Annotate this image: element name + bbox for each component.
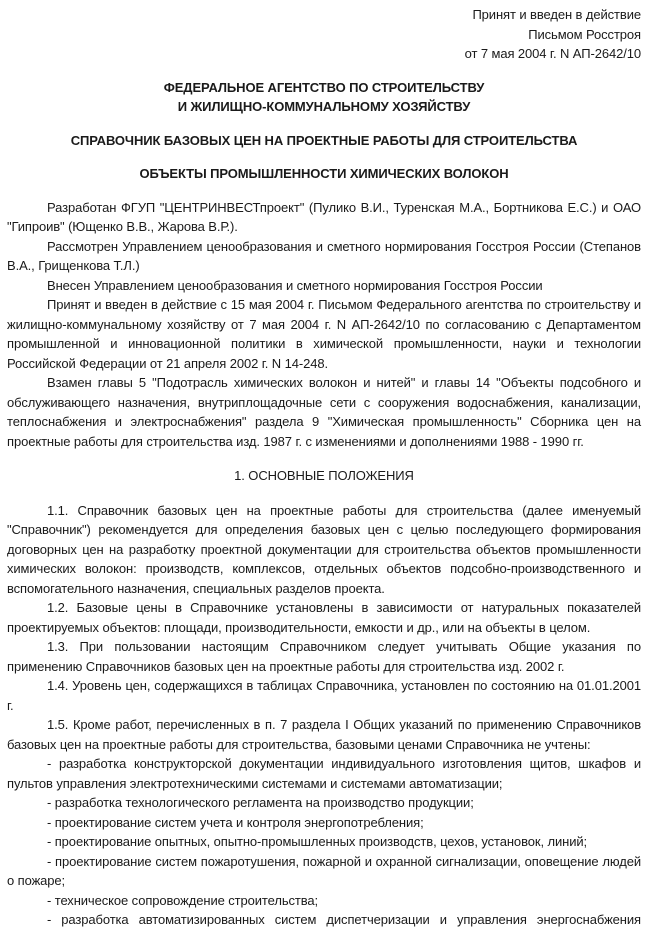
excluded-item: - разработка конструкторской документации индивидуального изготовления щитов, шкафов и пультов управления электротехническими системами и системами автоматизации; — [7, 756, 641, 791]
section-paragraph: 1.2. Базовые цены в Справочнике установлены в зависимости от натуральных показателей проектируемых объектов: площади, производительности, емкости и др., или на объекты в целом. — [7, 600, 641, 635]
excluded-item: - проектирование систем учета и контроля энергопотребления; — [47, 814, 424, 830]
document-title: СПРАВОЧНИК БАЗОВЫХ ЦЕН НА ПРОЕКТНЫЕ РАБОТЫ ДЛЯ СТРОИТЕЛЬСТВА — [70, 132, 578, 148]
preamble-paragraph: Внесен Управлением ценообразования и сметного нормирования Госстроя России — [47, 277, 543, 293]
excluded-item: - проектирование опытных, опытно-промышленных производств, цехов, установок, линий; — [47, 834, 588, 849]
excluded-item: - разработка автоматизированных систем диспетчеризации и управления энергоснабжения — [47, 912, 641, 927]
acceptance-note-line: Принят и введен в действие — [472, 7, 641, 22]
acceptance-note-line: Письмом Росстроя — [528, 26, 641, 42]
agency-title-line: ФЕДЕРАЛЬНОЕ АГЕНТСТВО ПО СТРОИТЕЛЬСТВУ — [163, 79, 485, 95]
section-heading: 1. ОСНОВНЫЕ ПОЛОЖЕНИЯ — [234, 468, 414, 483]
acceptance-note — [7, 5, 641, 64]
agency-title-line: И ЖИЛИЩНО-КОММУНАЛЬНОМУ ХОЗЯЙСТВУ — [177, 99, 471, 114]
preamble-paragraph: Разработан ФГУП "ЦЕНТРИНВЕСТпроект" (Пулико В.И., Туренская М.А., Бортникова Е.С.) и ОАО "Гипроив" (Ющенко В.В., Жарова В.Р.). — [7, 199, 641, 234]
acceptance-note-line: от 7 мая 2004 г. N АП-2642/10 — [464, 46, 641, 61]
document-subtitle: ОБЪЕКТЫ ПРОМЫШЛЕННОСТИ ХИМИЧЕСКИХ ВОЛОКОН — [139, 166, 509, 181]
excluded-item: - проектирование систем пожаротушения, пожарной и охранной сигнализации, оповещение людей о пожаре; — [7, 853, 641, 888]
excluded-item: - разработка технологического регламента на производство продукции; — [47, 795, 474, 810]
excluded-item: - техническое сопровождение строительства; — [47, 892, 319, 908]
preamble-paragraph: Взамен главы 5 "Подотрасль химических волокон и нитей" и главы 14 "Объекты подсобного и обслуживающего назначения, внутриплощадочные сети с сооружения водоснабжения, канализации, теплоснабжения и электроснабжения" раздела 9 "Химическая промышленность" Сборника цен на проектные работы для строительства изд. 1987 г. с изменениями и дополнениями 1988 - 1990 гг. — [7, 375, 641, 449]
preamble-paragraph: Рассмотрен Управлением ценообразования и сметного нормирования Госстроя России (Степанов В.А., Грищенкова Т.Л.) — [7, 238, 641, 273]
section-paragraph: 1.1. Справочник базовых цен на проектные работы для строительства (далее именуемый "Справочник") рекомендуется для определения базовых цен с целью последующего формирования договорных цен на разработку проектной документации для строительства объектов промышленности химических волокон: производств, комплексов, отдельных объектов подсобно-производственного и вспомогательного назначения, специальных разделов проекта. — [7, 502, 641, 596]
preamble-paragraph: Принят и введен в действие с 15 мая 2004 г. Письмом Федерального агентства по строительству и жилищно-коммунальному хозяйству от 7 мая 2004 г. N АП-2642/10 по согласованию с Департаментом промышленной и инновационной политики в химической промышленности, науки и технологии Российской Федерации от 21 апреля 2002 г. N 14-248. — [7, 297, 641, 371]
agency-title — [7, 78, 641, 117]
section-paragraph: 1.4. Уровень цен, содержащихся в таблицах Справочника, установлен по состоянию на 01.01.2001 г. — [7, 678, 641, 713]
section-paragraph: 1.3. При пользовании настоящим Справочником следует учитывать Общие указания по применению Справочников базовых цен на проектные работы для строительства изд. 2002 г. — [7, 639, 641, 674]
section-paragraph: 1.5. Кроме работ, перечисленных в п. 7 раздела I Общих указаний по применению Справочников базовых цен на проектные работы для строительства, базовыми ценами Справочника не учтены: — [7, 717, 641, 752]
